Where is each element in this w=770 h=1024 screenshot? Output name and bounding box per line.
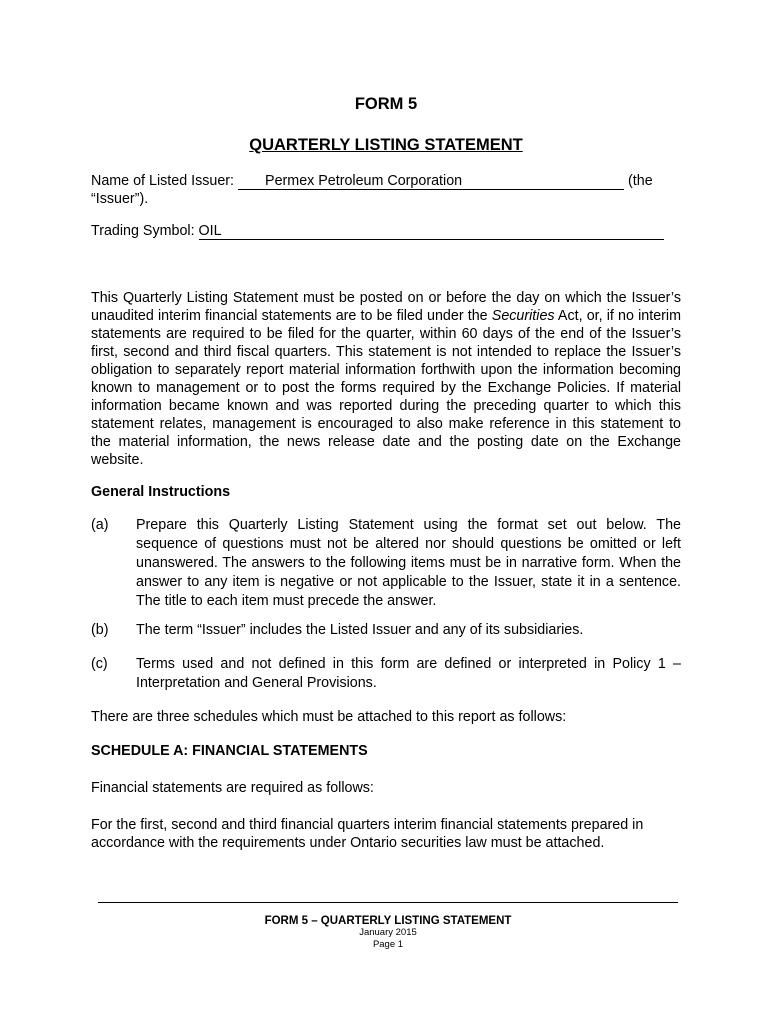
instruction-text: The term “Issuer” includes the Listed Issuer and any of its subsidiaries. <box>136 622 584 638</box>
instruction-item <box>91 621 681 640</box>
financial-requirement-text: Financial statements are required as follows: <box>91 780 374 796</box>
intro-paragraph <box>91 289 681 469</box>
page-footer <box>98 915 678 951</box>
issuer-label: Name of Listed Issuer: <box>91 173 235 189</box>
form-number: FORM 5 <box>354 95 418 113</box>
footer-title: FORM 5 – QUARTERLY LISTING STATEMENT <box>264 915 512 927</box>
instruction-item <box>91 655 681 693</box>
issuer-field-row <box>91 172 681 208</box>
trading-symbol-field[interactable]: OIL <box>199 224 664 240</box>
schedule-a-heading: SCHEDULE A: FINANCIAL STATEMENTS <box>91 743 368 759</box>
issuer-suffix-line2: “Issuer”). <box>91 191 149 207</box>
intro-text-part2: Act, or, if no interim statements are required to be filed for the quarter, within 60 days of the end of the Issuer’s first, second and third fiscal quarters. This statement is not intended to replace the Issuer’s obligation to separately report material information forthwith upon the information becoming known to management or to post the forms required by the Exchange Policies. If material information became known and was reported during the preceding quarter to which this statement relates, management is encouraged to also make reference in this statement to the material information, the news release date and the posting date on the Exchange website. <box>91 308 682 468</box>
schedules-intro: There are three schedules which must be attached to this report as follows: <box>91 709 567 725</box>
intro-text-part1: This Quarterly Listing Statement must be posted on or before the day on which the Issuer’s unaudited interim financial statements are to be filed under the <box>91 290 681 324</box>
issuer-suffix: (the <box>628 173 653 189</box>
financial-statement-text: For the first, second and third financial quarters interim financial statements prepared in accordance with the requirements under Ontario securities law must be attached. <box>91 817 644 851</box>
instruction-label: (a) <box>91 517 109 533</box>
general-instructions-heading: General Instructions <box>91 484 231 500</box>
form-title: QUARTERLY LISTING STATEMENT <box>249 136 523 154</box>
issuer-name-field[interactable]: Permex Petroleum Corporation <box>238 174 624 190</box>
intro-italic-term: Securities <box>491 308 555 324</box>
instruction-text: Terms used and not defined in this form are defined or interpreted in Policy 1 – Interpretation and General Provisions. <box>136 656 681 691</box>
instruction-label: (b) <box>91 622 109 638</box>
footer-date: January 2015 <box>359 927 417 938</box>
instruction-item <box>91 516 681 611</box>
trading-symbol-row <box>91 223 681 240</box>
trading-symbol-label: Trading Symbol: <box>91 223 195 239</box>
footer-page-number: Page 1 <box>372 939 404 950</box>
instruction-text: Prepare this Quarterly Listing Statement using the format set out below. The sequence of questions must not be altered nor should questions be omitted or left unanswered. The answers to the following items must be in narrative form. When the answer to any item is negative or not applicable to the Issuer, state it in a sentence. The title to each item must precede the answer. <box>136 517 681 609</box>
footer-divider <box>98 902 678 903</box>
instruction-label: (c) <box>91 656 108 672</box>
